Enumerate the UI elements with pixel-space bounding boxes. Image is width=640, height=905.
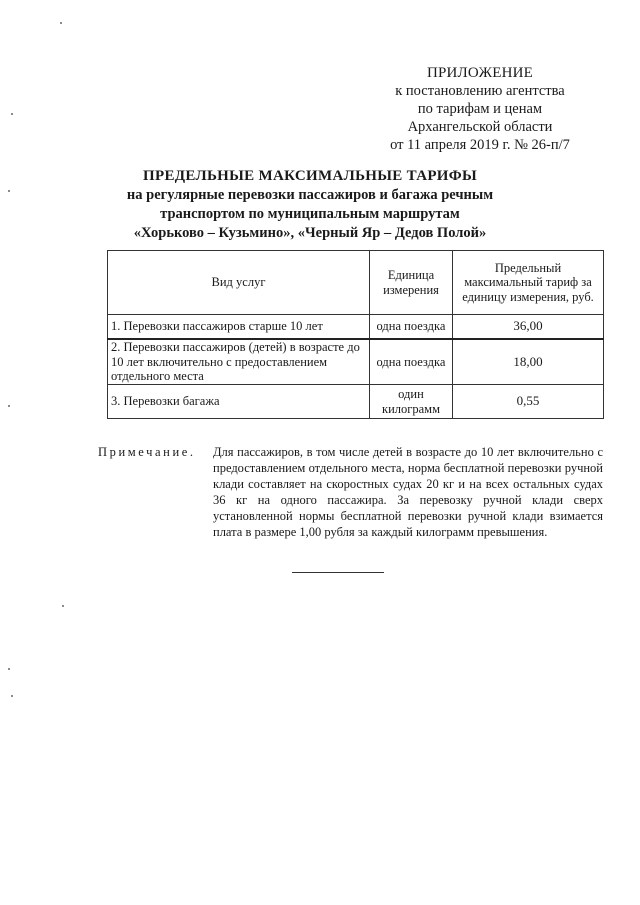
note-text: Для пассажиров, в том числе детей в возрасте до 10 лет включительно с предоставлением отдельного места, норма бесплатной перевозки ручной клади составляет на скоростных судах 20 кг и на всех остальных судах 36 кг на одного пассажира. За перевозку ручной клади сверх установленной нормы бесплатной перевозки ручной клади взимается плата в размере 1,00 рубля за каждый килограмм превышения. [213, 445, 603, 539]
unit-cell: один килограмм [370, 385, 453, 419]
tariff-table [107, 250, 604, 419]
appendix-date-line: от 11 апреля 2019 г. № 26-п/7 [390, 137, 570, 153]
scan-speck [60, 22, 62, 24]
title-line: на регулярные перевозки пассажиров и багажа речным [126, 187, 494, 203]
appendix-block [360, 64, 600, 154]
title-routes-line: «Хорьково – Кузьмино», «Черный Яр – Дедов Полой» [133, 225, 487, 241]
service-cell: 2. Перевозки пассажиров (детей) в возрасте до 10 лет включительно с предоставлением отдельного места [108, 339, 370, 385]
price-cell: 0,55 [453, 385, 604, 419]
column-header-unit: Единица измерения [370, 251, 453, 315]
appendix-heading: ПРИЛОЖЕНИЕ [426, 65, 534, 81]
note-label: Примечание. [98, 445, 196, 459]
table-row [108, 315, 604, 339]
table-header-row [108, 251, 604, 315]
document-title [90, 167, 530, 243]
scan-speck [11, 695, 13, 697]
appendix-line: Архангельской области [407, 119, 553, 135]
column-header-tariff: Предельный максимальный тариф за единицу измерения, руб. [453, 251, 604, 315]
scan-speck [62, 605, 64, 607]
unit-cell: одна поездка [370, 339, 453, 385]
unit-cell: одна поездка [370, 315, 453, 339]
service-cell: 1. Перевозки пассажиров старше 10 лет [108, 315, 370, 339]
title-line: ПРЕДЕЛЬНЫЕ МАКСИМАЛЬНЫЕ ТАРИФЫ [143, 168, 477, 184]
scan-speck [11, 113, 13, 115]
appendix-line: к постановлению агентства [395, 83, 565, 99]
scan-speck [8, 405, 10, 407]
title-line: транспортом по муниципальным маршрутам [160, 206, 460, 222]
table-row [108, 385, 604, 419]
scan-speck [8, 668, 10, 670]
price-cell: 36,00 [453, 315, 604, 339]
column-header-service: Вид услуг [108, 251, 370, 315]
service-cell: 3. Перевозки багажа [108, 385, 370, 419]
appendix-line: по тарифам и ценам [417, 101, 543, 117]
closing-divider [292, 572, 384, 573]
table-row [108, 339, 604, 385]
scan-speck [8, 190, 10, 192]
price-cell: 18,00 [453, 339, 604, 385]
